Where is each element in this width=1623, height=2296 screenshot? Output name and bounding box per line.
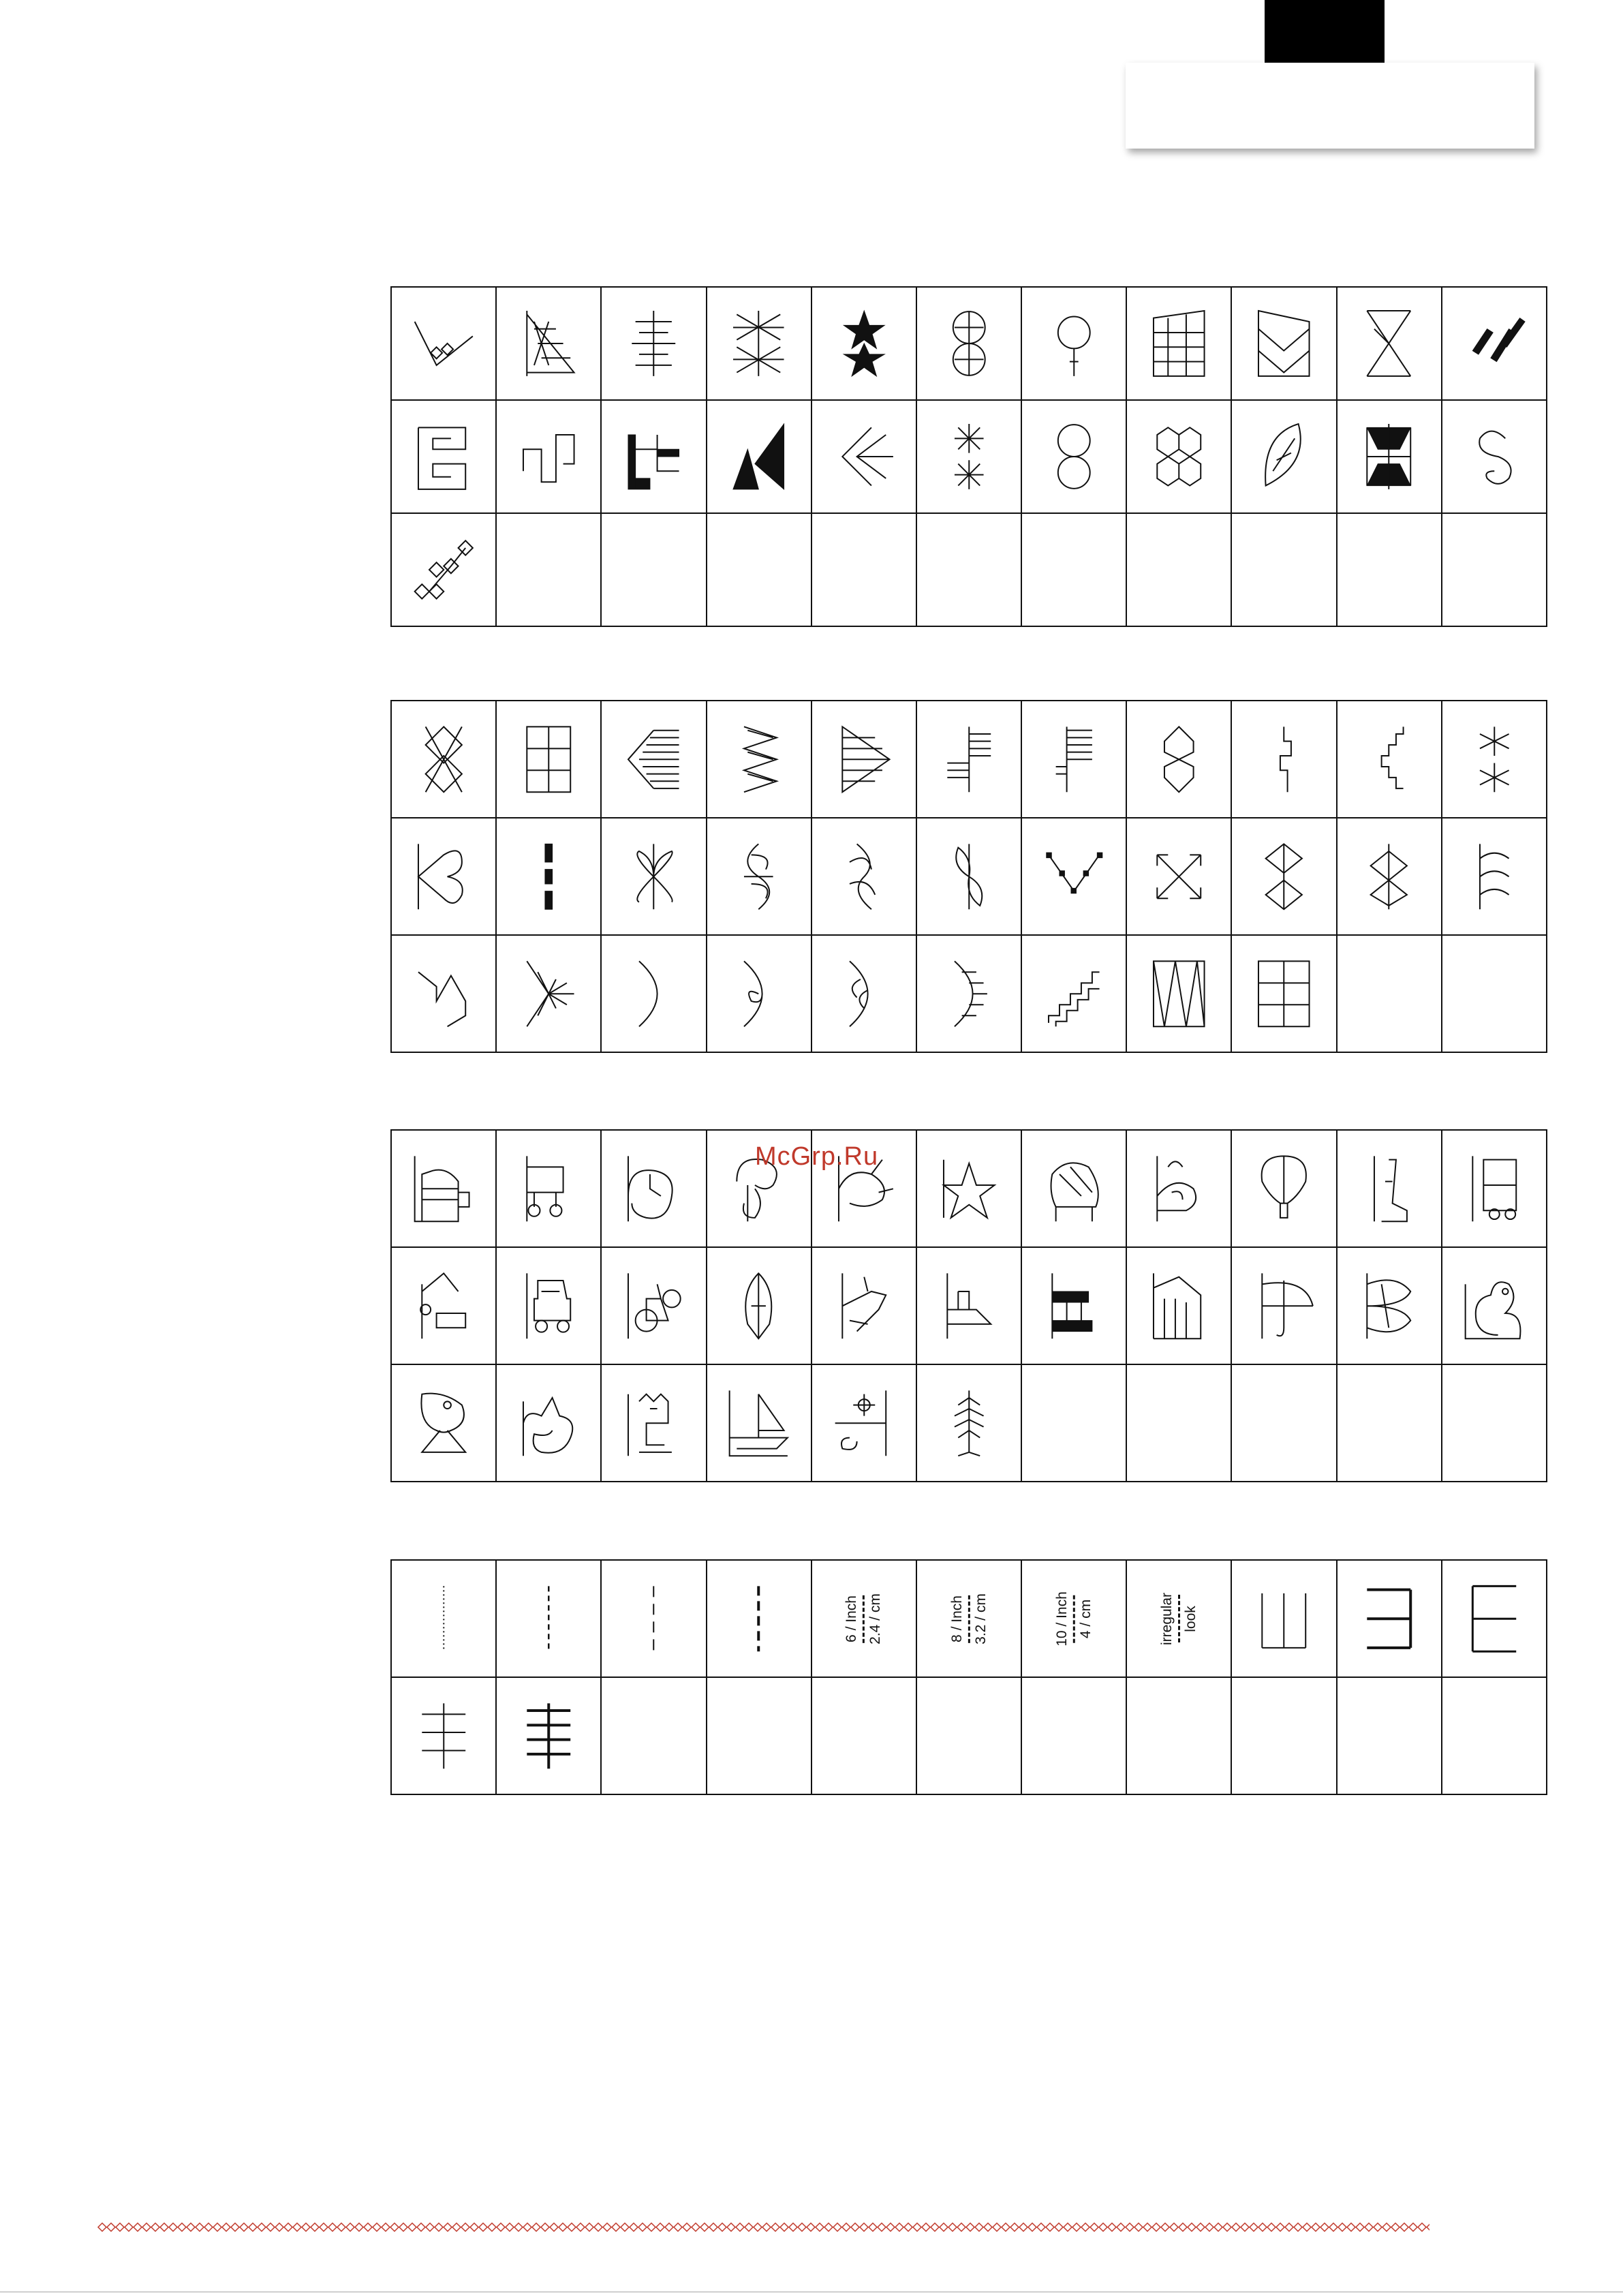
airplane-icon: [812, 1248, 916, 1364]
ribbon-loop-icon: [812, 818, 916, 934]
stitch-length-top: 10 / Inch: [1053, 1591, 1070, 1647]
stitch-cell: [1022, 1561, 1127, 1678]
car-icon: [497, 1131, 600, 1246]
cat-icon: [497, 1365, 600, 1481]
fan-lines-icon: [602, 701, 705, 817]
stitch-cell: [1232, 514, 1337, 627]
comb-wide-icon: [1442, 1561, 1546, 1677]
bead-line-icon: [497, 818, 600, 934]
truck-icon: [1442, 1131, 1546, 1246]
tractor-icon: [1022, 1248, 1126, 1364]
chevron-pair-icon: [812, 401, 916, 512]
stitch-cell: [812, 936, 917, 1053]
stitch-cell: [1442, 514, 1547, 627]
stitch-length-bar: [968, 1595, 970, 1642]
comb-bold-icon: [1338, 1561, 1441, 1677]
stitch-cell: [707, 1365, 812, 1482]
satin-steps-icon: [917, 701, 1021, 817]
stitch-cell: [707, 936, 812, 1053]
stitch-length-label: [1053, 1591, 1095, 1647]
triangle-lattice-icon: [497, 288, 600, 399]
stitch-cell: [1232, 1678, 1337, 1795]
triangle-fill-icon: [812, 701, 916, 817]
wave-branches-icon: [1442, 818, 1546, 934]
stitch-cell: [1338, 1248, 1442, 1365]
stitch-cell: [812, 288, 917, 401]
stitch-cell: [1442, 701, 1547, 818]
hex-tree-icon: [392, 514, 495, 626]
stitch-cell: [392, 1561, 497, 1678]
stitch-cell: [1442, 1248, 1547, 1365]
scooter-icon: [392, 1248, 495, 1364]
stitch-cell: [497, 1365, 602, 1482]
stitch-cell: [917, 401, 1022, 514]
stitch-cell: [497, 701, 602, 818]
stitch-cell: [707, 701, 812, 818]
stitch-cell: [392, 818, 497, 936]
stitch-cell: [392, 514, 497, 627]
stitch-cell: [1232, 1365, 1337, 1482]
stitch-table-4: [390, 1559, 1547, 1795]
stitch-cell: [602, 288, 707, 401]
arc-fringe-icon: [917, 936, 1021, 1052]
stitch-cell: [1022, 1365, 1127, 1482]
ship-icon: [917, 1248, 1021, 1364]
stitch-cell: [1338, 514, 1442, 627]
stitch-cell: [917, 288, 1022, 401]
wave-line-icon: [392, 936, 495, 1052]
shoe-icon: [1338, 1131, 1441, 1246]
stitch-cell: [1022, 936, 1127, 1053]
stitch-cell: [1127, 818, 1232, 936]
x-diamond-icon: [1338, 288, 1441, 399]
stitch-cell: [917, 514, 1022, 627]
stitch-cell: [1232, 1561, 1337, 1678]
stitch-cell: [812, 1248, 917, 1365]
stitch-length-label: [843, 1593, 884, 1644]
heart-icon: [392, 818, 495, 934]
stitch-cell: [602, 1561, 707, 1678]
stitch-cell: [1232, 1248, 1337, 1365]
stitch-cell: [392, 701, 497, 818]
stitch-length-top: 6 / Inch: [844, 1595, 860, 1642]
stitch-cell: [1022, 1248, 1127, 1365]
stitch-cell: [1232, 701, 1337, 818]
stitch-cell: [1022, 1131, 1127, 1248]
stitch-cell: [1232, 936, 1337, 1053]
leaf-icon: [1232, 401, 1335, 512]
balloon-icon: [1022, 288, 1126, 399]
stitch-cell: [917, 1678, 1022, 1795]
squirrel-icon: [602, 1131, 705, 1246]
stitch-cell: [1127, 1131, 1232, 1248]
stitch-length-label: [1158, 1592, 1200, 1644]
arc-icon: [602, 936, 705, 1052]
dotted-line-icon: [392, 1561, 495, 1677]
diamond-stack-icon: [392, 701, 495, 817]
stitch-cell: [1442, 401, 1547, 514]
cross-flower-icon: [1338, 401, 1441, 512]
stitch-cell: [707, 288, 812, 401]
stitch-cell: [497, 1248, 602, 1365]
stitch-cell: [392, 1131, 497, 1248]
stitch-cell: [1338, 288, 1442, 401]
stitch-cell: [602, 936, 707, 1053]
stitch-cell: [1127, 1248, 1232, 1365]
stitch-cell: [1127, 1678, 1232, 1795]
stitch-length-top: irregular: [1158, 1592, 1175, 1645]
stitch-cell: [1338, 1365, 1442, 1482]
stitch-cell: [1232, 401, 1337, 514]
stitch-cell: [1338, 401, 1442, 514]
stitch-cell: [917, 1248, 1022, 1365]
stitch-cell: [707, 514, 812, 627]
ladder-icon: [497, 701, 600, 817]
stitch-length-bottom: 2.4 / cm: [867, 1593, 884, 1644]
arrow-cross-icon: [1127, 818, 1231, 934]
stitch-cell: [707, 1248, 812, 1365]
feather-bold-icon: [497, 1678, 600, 1794]
stitch-cell: [602, 1365, 707, 1482]
arrow-fan-icon: [497, 936, 600, 1052]
stitch-cell: [392, 401, 497, 514]
circle-flower-icon: [917, 288, 1021, 399]
stitch-cell: [392, 936, 497, 1053]
umbrella-icon: [1232, 1248, 1335, 1364]
hot-air-balloon-icon: [1232, 1131, 1335, 1246]
stitch-cell: [1127, 1365, 1232, 1482]
stitch-cell: [1442, 1678, 1547, 1795]
stitch-cell: [497, 1131, 602, 1248]
triangle-pair-icon: [707, 401, 811, 512]
hexagon-mesh-icon: [1127, 401, 1231, 512]
step-chevron-icon: [1338, 701, 1441, 817]
stitch-cell: [1127, 401, 1232, 514]
baby-bottle-icon: [392, 1131, 495, 1246]
ribbon-twist-icon: [707, 818, 811, 934]
diamond-spine-icon: [1338, 818, 1441, 934]
sailboat-icon: [707, 1365, 811, 1481]
brick-blocks-icon: [1127, 288, 1231, 399]
dashed-line-icon: [497, 1561, 600, 1677]
diamond-chain-icon: [392, 288, 495, 399]
stitch-cell: [392, 1365, 497, 1482]
feather-thin-icon: [392, 1678, 495, 1794]
stitch-cell: [1022, 514, 1127, 627]
petal-pair-icon: [917, 818, 1021, 934]
stitch-cell: [917, 936, 1022, 1053]
step-diagonal-icon: [1022, 936, 1126, 1052]
stitch-cell: [497, 1561, 602, 1678]
stitch-cell: [1127, 514, 1232, 627]
sun-moon-icon: [812, 1365, 916, 1481]
stitch-cell: [1127, 288, 1232, 401]
scroll-icon: [1442, 401, 1546, 512]
stitch-length-top: 8 / Inch: [948, 1595, 965, 1642]
stitch-cell: [1442, 1365, 1547, 1482]
stitch-cell: [497, 818, 602, 936]
stitch-cell: [1232, 818, 1337, 936]
dot-chevron-icon: [1022, 818, 1126, 934]
stitch-cell: [497, 401, 602, 514]
stitch-cell: [1022, 288, 1127, 401]
airship-icon: [707, 1248, 811, 1364]
greek-key-icon: [392, 401, 495, 512]
stitch-length-label: [948, 1593, 989, 1644]
stitch-cell: [602, 1248, 707, 1365]
starburst-pair-icon: [917, 401, 1021, 512]
stitch-table-3: [390, 1129, 1547, 1482]
stitch-cell: [1338, 1678, 1442, 1795]
stitch-cell: [707, 1561, 812, 1678]
stitch-cell: [1338, 818, 1442, 936]
stitch-length-bottom: 3.2 / cm: [972, 1593, 989, 1644]
stitch-cell: [917, 1561, 1022, 1678]
stitch-cell: [497, 288, 602, 401]
stitch-cell: [1022, 818, 1127, 936]
stitch-cell: [812, 1678, 917, 1795]
bicycle-icon: [602, 1248, 705, 1364]
watermark: McGrp.Ru: [755, 1142, 879, 1171]
stitch-cell: [1127, 936, 1232, 1053]
fish-bone-icon: [917, 1365, 1021, 1481]
turtle-icon: [1022, 1131, 1126, 1246]
stitch-length-bar: [1073, 1595, 1075, 1642]
stitch-cell: [1338, 936, 1442, 1053]
double-circle-icon: [1022, 401, 1126, 512]
grid-block-icon: [1232, 936, 1335, 1052]
stitch-cell: [602, 818, 707, 936]
stitch-length-bottom: look: [1182, 1605, 1199, 1632]
stitch-cell: [1127, 1561, 1232, 1678]
duck-icon: [1442, 1248, 1546, 1364]
stitch-cell: [602, 514, 707, 627]
star-pair-icon: [812, 288, 916, 399]
stitch-cell: [1232, 1131, 1337, 1248]
stitch-cell: [602, 401, 707, 514]
step-line-icon: [1232, 701, 1335, 817]
stitch-cell: [812, 1365, 917, 1482]
bow-knot-icon: [602, 818, 705, 934]
stitch-cell: [707, 818, 812, 936]
oval-chain-icon: [1127, 701, 1231, 817]
stitch-cell: [917, 1365, 1022, 1482]
cross-bars-icon: [602, 288, 705, 399]
snowflake-block-icon: [707, 288, 811, 399]
snail-icon: [1127, 1131, 1231, 1246]
stitch-cell: [812, 514, 917, 627]
bold-dash-line-icon: [707, 1561, 811, 1677]
taxi-icon: [497, 1248, 600, 1364]
long-dash-line-icon: [602, 1561, 705, 1677]
stitch-cell: [1022, 1678, 1127, 1795]
stitch-table-1: [390, 286, 1547, 627]
fish-icon: [392, 1365, 495, 1481]
stitch-cell: [917, 701, 1022, 818]
chapter-header-card: [1126, 63, 1534, 149]
block-steps-icon: [602, 401, 705, 512]
star-icon: [917, 1131, 1021, 1246]
stitch-length-bar: [863, 1595, 865, 1642]
stitch-cell: [497, 1678, 602, 1795]
zigzag-dense-icon: [707, 701, 811, 817]
comb-thin-icon: [1232, 1561, 1335, 1677]
bottom-rule: [0, 2291, 1623, 2293]
stitch-cell: [1232, 288, 1337, 401]
house-icon: [1127, 1248, 1231, 1364]
arc-curl-icon: [812, 936, 916, 1052]
arc-loop-icon: [707, 936, 811, 1052]
stitch-cell: [392, 1248, 497, 1365]
stitch-cell: [1442, 936, 1547, 1053]
stitch-cell: [1127, 701, 1232, 818]
stitch-cell: [392, 288, 497, 401]
section-tab: [1265, 0, 1385, 63]
satin-block-icon: [1022, 701, 1126, 817]
stitch-cell: [1022, 401, 1127, 514]
stitch-cell: [812, 401, 917, 514]
stitch-cell: [1442, 818, 1547, 936]
stitch-cell: [1338, 1561, 1442, 1678]
slanted-bars-icon: [1442, 288, 1546, 399]
stitch-cell: [917, 1131, 1022, 1248]
stitch-cell: [392, 1678, 497, 1795]
stitch-cell: [497, 936, 602, 1053]
stitch-table-2: [390, 700, 1547, 1053]
stitch-cell: [917, 818, 1022, 936]
rooster-icon: [602, 1365, 705, 1481]
butterfly-icon: [1338, 1248, 1441, 1364]
stitch-length-bar: [1178, 1595, 1180, 1642]
stitch-cell: [1442, 288, 1547, 401]
stitch-cell: [812, 1561, 917, 1678]
stitch-cell: [707, 401, 812, 514]
zigzag-block-icon: [1232, 288, 1335, 399]
stitch-cell: [1442, 1561, 1547, 1678]
stitch-cell: [812, 818, 917, 936]
meander-icon: [497, 401, 600, 512]
stitch-cell: [602, 1131, 707, 1248]
stitch-cell: [602, 701, 707, 818]
stitch-cell: [1338, 1131, 1442, 1248]
stitch-cell: [707, 1678, 812, 1795]
stitch-cell: [602, 1678, 707, 1795]
w-zigzag-icon: [1127, 936, 1231, 1052]
stitch-cell: [497, 514, 602, 627]
footer-diamond-band: [94, 2219, 1429, 2235]
stitch-cell: [812, 701, 917, 818]
diamond-dots-icon: [1232, 818, 1335, 934]
stitch-cell: [1022, 701, 1127, 818]
asterisk-pair-icon: [1442, 701, 1546, 817]
stitch-cell: [1442, 1131, 1547, 1248]
stitch-length-bottom: 4 / cm: [1077, 1599, 1094, 1638]
stitch-cell: [1338, 701, 1442, 818]
